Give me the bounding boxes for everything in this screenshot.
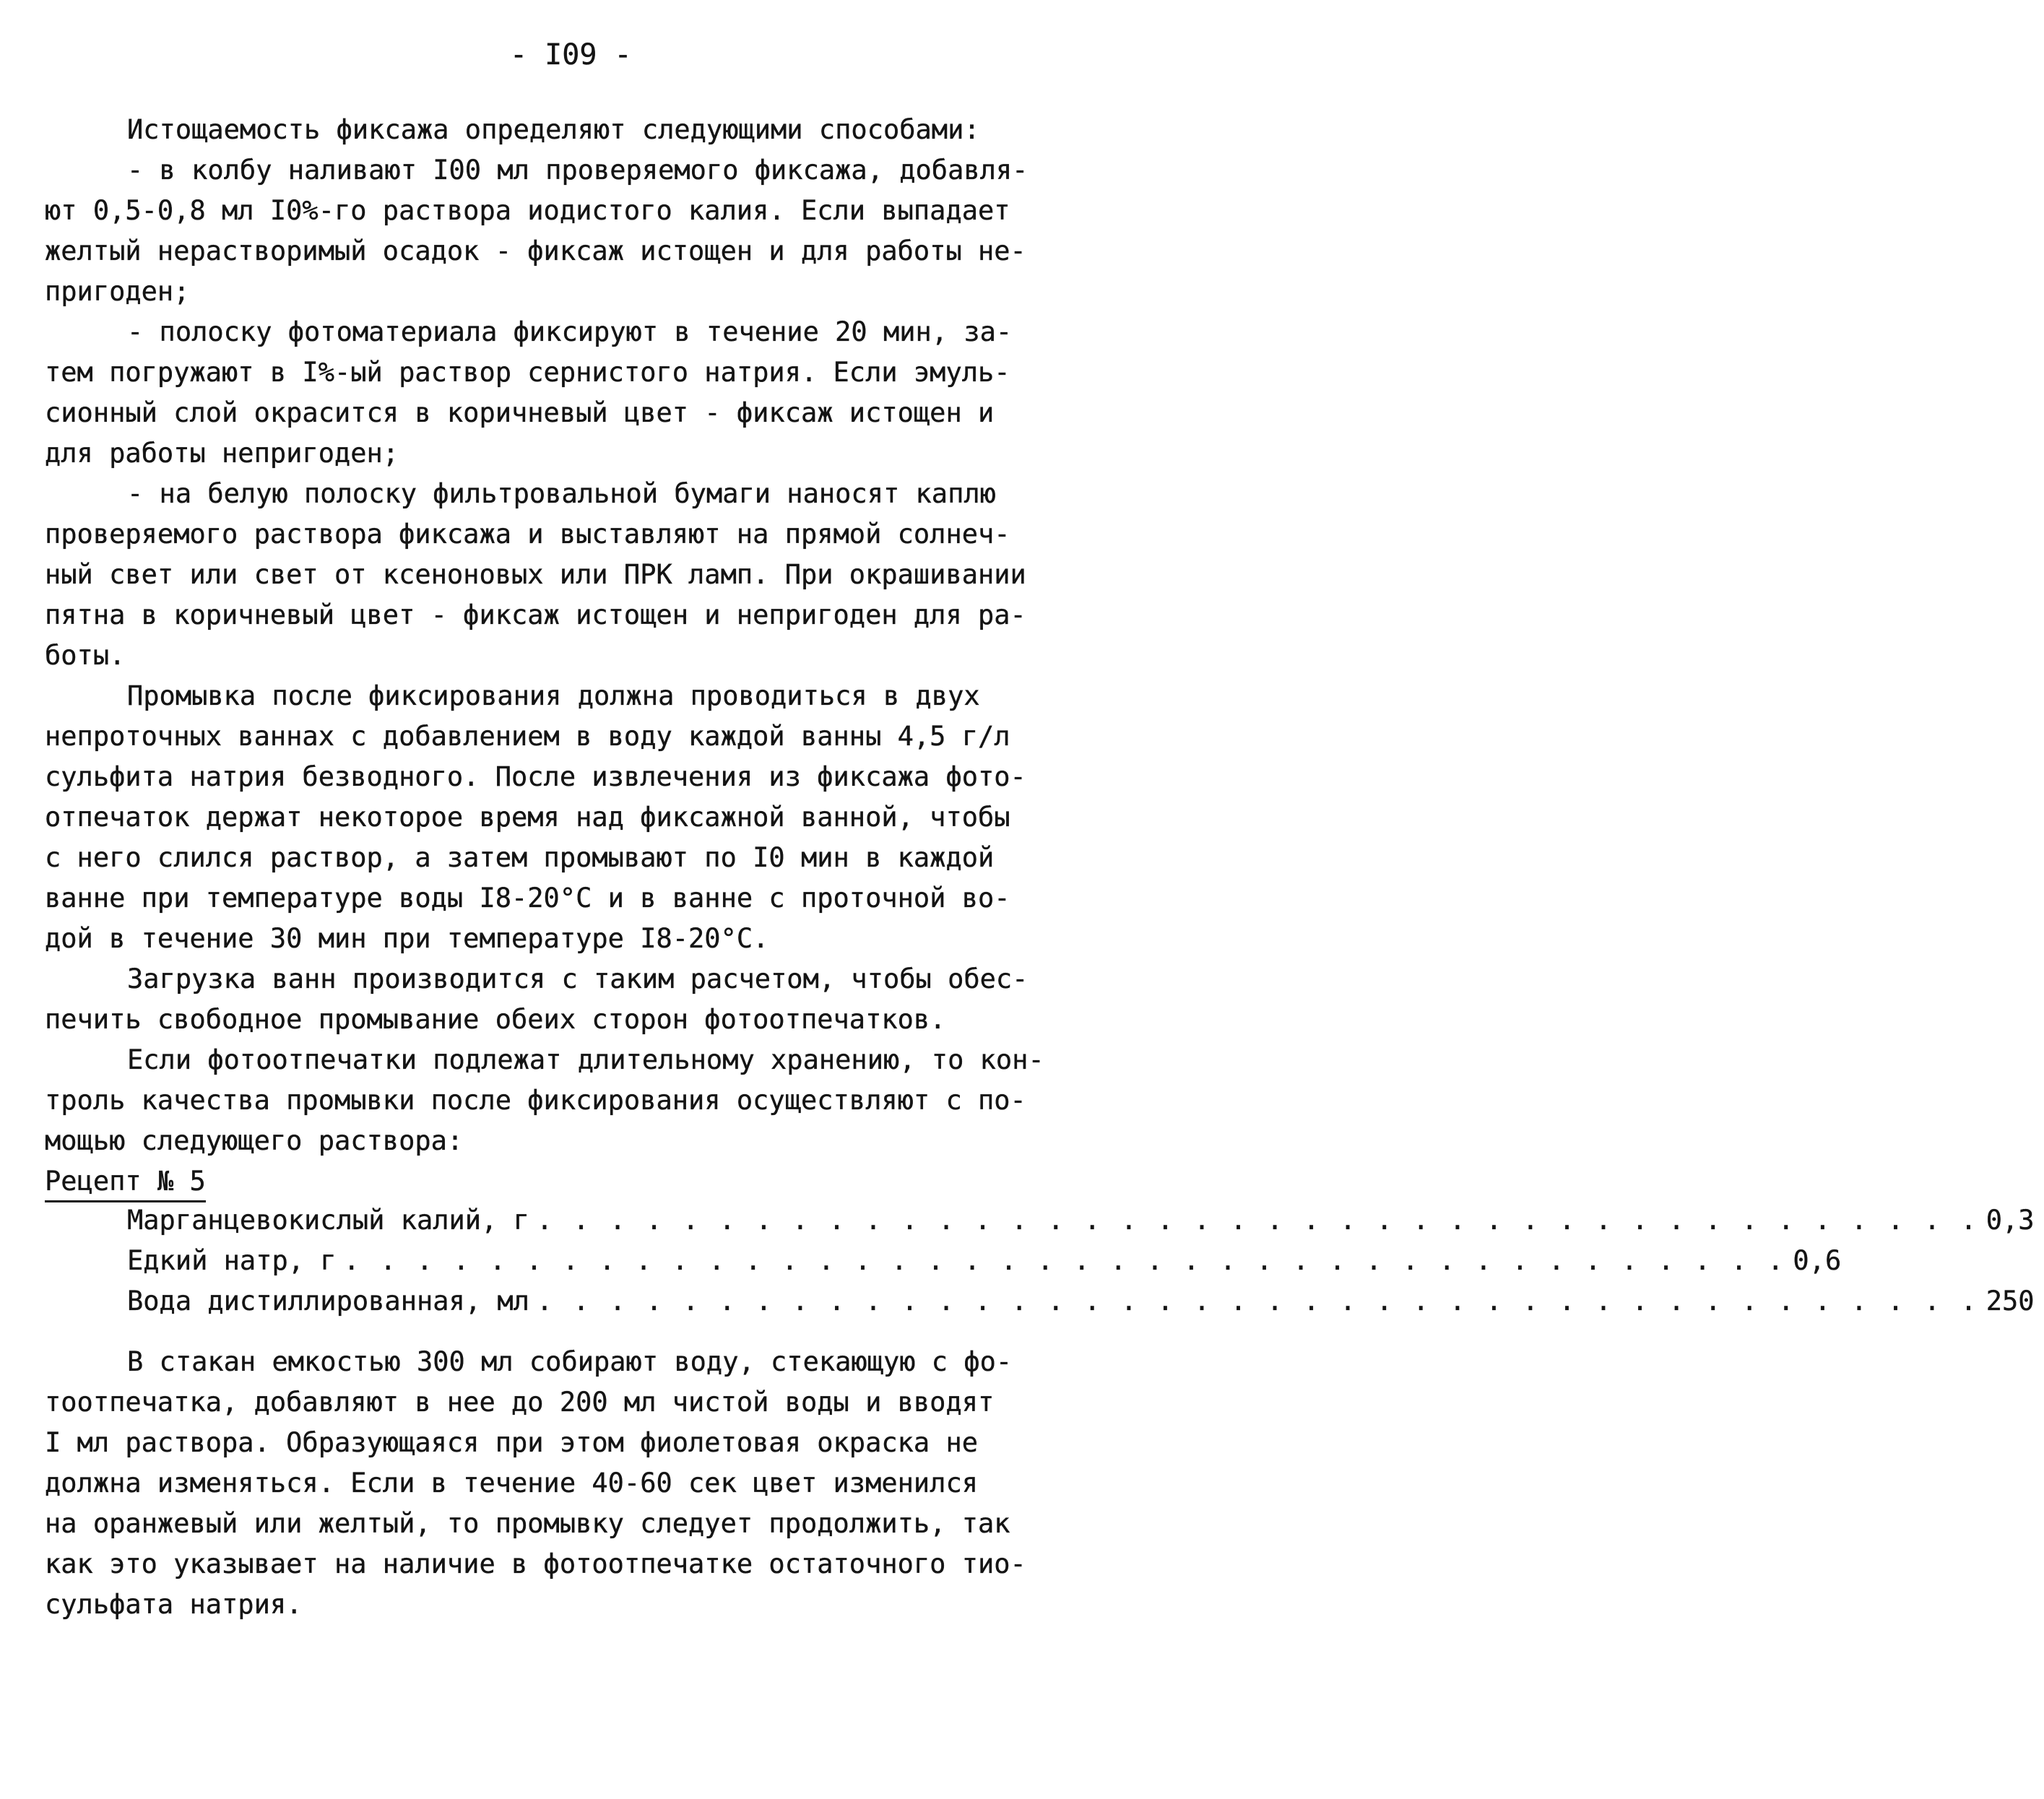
recipe-item: [127, 1245, 1842, 1281]
ingredient-amount: 250: [1985, 1286, 2035, 1317]
ingredient-name: Марганцевокислый калий, г: [127, 1205, 529, 1236]
text-line: - на белую полоску фильтровальной бумаги наносят каплю: [127, 478, 996, 509]
text-line: Загрузка ванн производится с таким расчетом, чтобы обес-: [127, 963, 1029, 994]
text-line: как это указывает на наличие в фотоотпечатке остаточного тио-: [45, 1548, 1026, 1579]
text-line: сионный слой окрасится в коричневый цвет - фиксаж истощен и: [45, 397, 995, 428]
ingredient-name: Вода дистиллированная, мл: [127, 1286, 529, 1317]
ingredient-name: Едкий натр, г: [127, 1245, 337, 1276]
text-line: I мл раствора. Образующаяся при этом фиолетовая окраска не: [45, 1427, 979, 1458]
dot-leader: . . . . . . . . . . . . . . . . . . . . . . . . . . . . . . . . . . . . . . . .: [536, 1286, 1979, 1317]
recipe-title: Рецепт № 5: [45, 1166, 206, 1202]
text-line: тем погружают в I%-ый раствор сернистого натрия. Если эмуль-: [45, 357, 1010, 388]
text-line: Промывка после фиксирования должна проводиться в двух: [127, 680, 980, 711]
dot-leader: . . . . . . . . . . . . . . . . . . . . . . . . . . . . . . . . . . . . . . . .: [536, 1205, 1979, 1236]
text-line: на оранжевый или желтый, то промывку следует продолжить, так: [45, 1508, 1010, 1539]
text-line: боты.: [45, 640, 126, 671]
text-line: Если фотоотпечатки подлежат длительному хранению, то кон-: [127, 1044, 1044, 1075]
dot-leader: . . . . . . . . . . . . . . . . . . . . . . . . . . . . . . . . . . . . . . . .: [343, 1245, 1786, 1276]
text-line: для работы непригоден;: [45, 438, 399, 469]
text-line: пятна в коричневый цвет - фиксаж истощен и непригоден для ра-: [45, 599, 1026, 630]
text-line: проверяемого раствора фиксажа и выставляют на прямой солнеч-: [45, 519, 1010, 550]
text-line: отпечаток держат некоторое время над фиксажной ванной, чтобы: [45, 802, 1010, 833]
text-line: сульфата натрия.: [45, 1589, 303, 1620]
text-line: ют 0,5-0,8 мл I0%-го раствора иодистого калия. Если выпадает: [45, 195, 1010, 226]
text-line: с него слился раствор, а затем промывают по I0 мин в каждой: [45, 842, 995, 873]
page-number: - I09 -: [510, 38, 632, 71]
text-line: тоотпечатка, добавляют в нее до 200 мл чистой воды и вводят: [45, 1387, 995, 1418]
text-line: непроточных ваннах с добавлением в воду каждой ванны 4,5 г/л: [45, 721, 1010, 752]
ingredient-amount: 0,6: [1793, 1245, 1842, 1276]
recipe-item: [127, 1205, 2035, 1241]
text-line: должна изменяться. Если в течение 40-60 сек цвет изменился: [45, 1468, 979, 1499]
text-line: Истощаемость фиксажа определяют следующими способами:: [127, 114, 980, 145]
ingredient-amount: 0,3: [1985, 1205, 2035, 1236]
text-line: желтый нерастворимый осадок - фиксаж истощен и для работы не-: [45, 235, 1026, 266]
recipe-item: [127, 1286, 2035, 1322]
text-line: сульфита натрия безводного. После извлечения из фиксажа фото-: [45, 761, 1026, 792]
text-line: В стакан емкостью 300 мл собирают воду, стекающую с фо-: [127, 1346, 1013, 1377]
text-line: - полоску фотоматериала фиксируют в течение 20 мин, за-: [127, 316, 1013, 347]
text-line: ный свет или свет от ксеноновых или ПРК ламп. При окрашивании: [45, 559, 1026, 590]
text-line: дой в течение 30 мин при температуре I8-20°С.: [45, 923, 769, 954]
text-line: ванне при температуре воды I8-20°С и в ванне с проточной во-: [45, 883, 1010, 914]
text-line: печить свободное промывание обеих сторон фотоотпечатков.: [45, 1004, 946, 1035]
text-line: мощью следующего раствора:: [45, 1125, 464, 1156]
text-line: - в колбу наливают I00 мл проверяемого фиксажа, добавля-: [127, 155, 1029, 186]
text-line: пригоден;: [45, 276, 190, 307]
text-line: троль качества промывки после фиксирования осуществляют с по-: [45, 1085, 1026, 1116]
